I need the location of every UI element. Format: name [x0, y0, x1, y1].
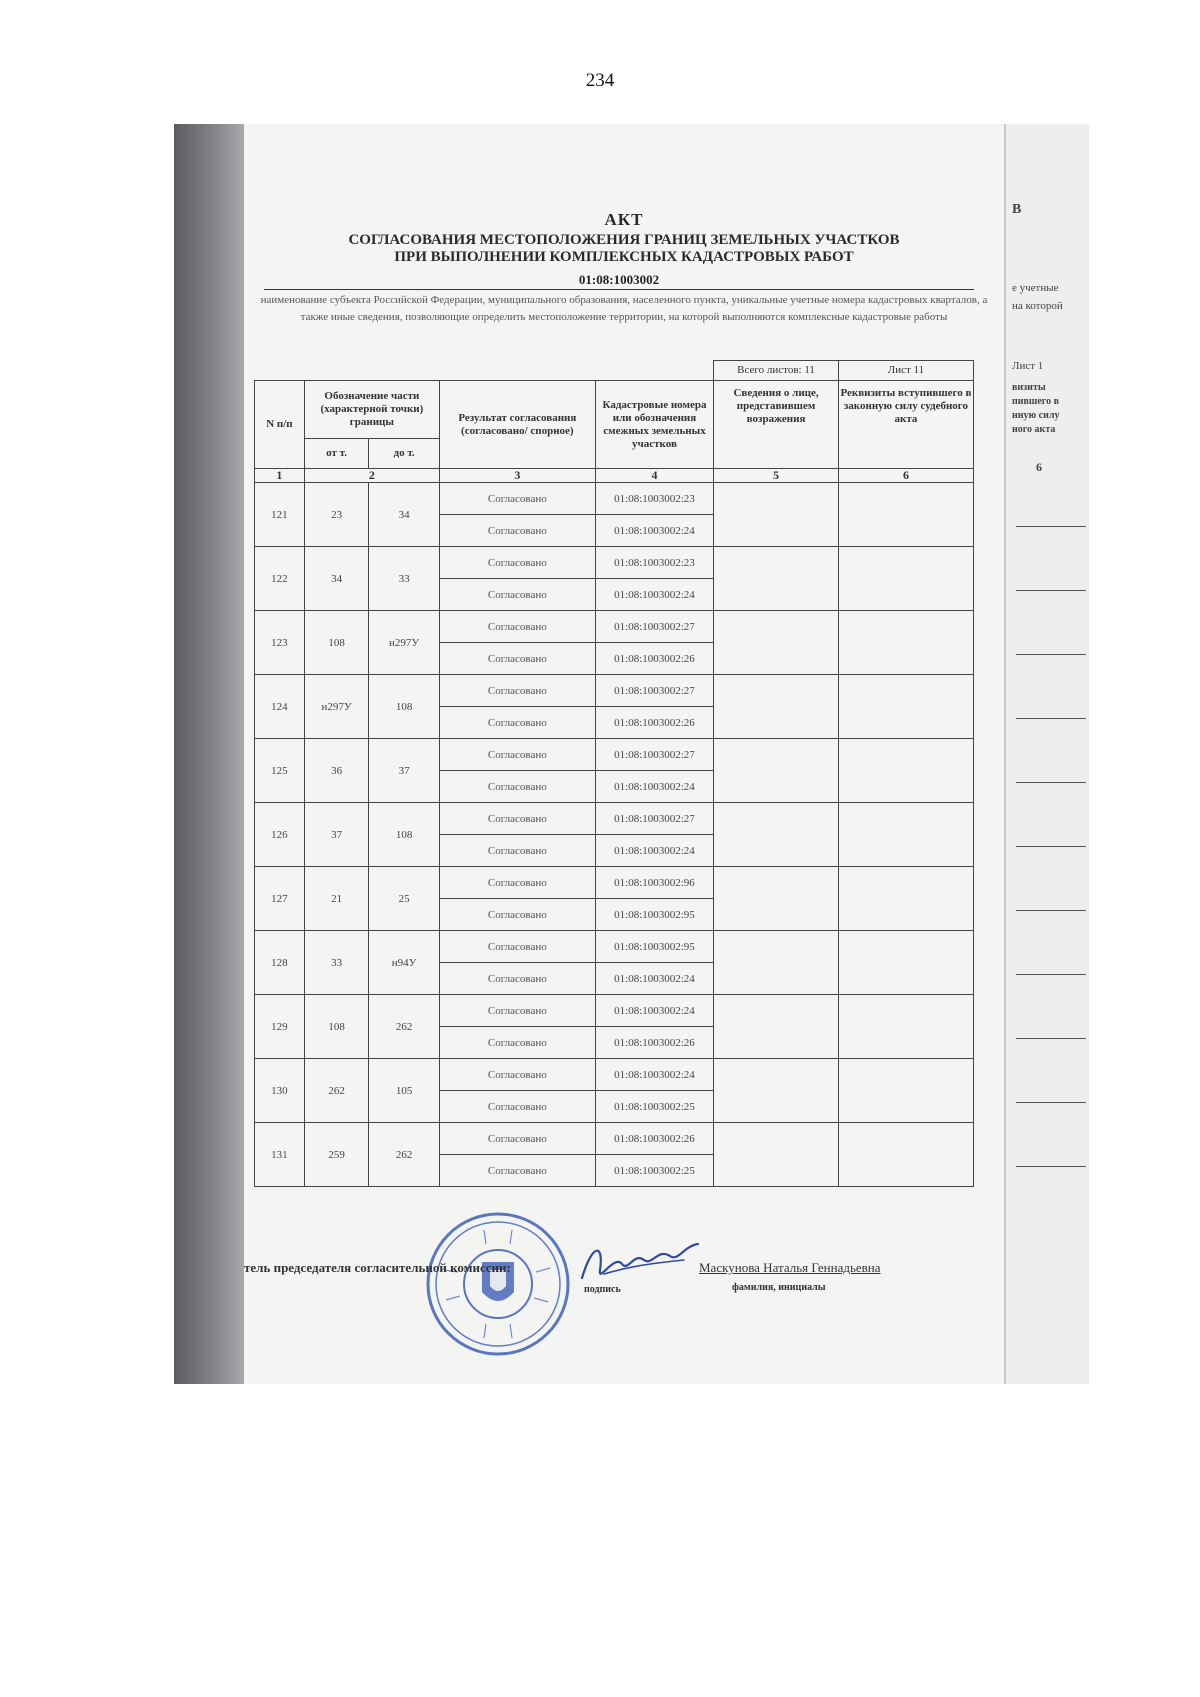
table-row: [255, 995, 974, 1027]
back-rule: [1016, 782, 1086, 783]
point-from: 259: [304, 1123, 368, 1187]
point-to: н94У: [369, 931, 440, 995]
col-number: 3: [439, 469, 595, 483]
sheet-number: Лист 11: [838, 361, 973, 381]
court-act: [838, 995, 973, 1059]
court-act: [838, 1059, 973, 1123]
cadastral-number: 01:08:1003002:95: [595, 899, 713, 931]
court-act: [838, 803, 973, 867]
agreement-result: Согласовано: [439, 995, 595, 1027]
back-col-number: 6: [1036, 460, 1042, 474]
row-number: 122: [255, 547, 305, 611]
header-from: от т.: [304, 439, 368, 469]
point-from: 36: [304, 739, 368, 803]
back-rule: [1016, 590, 1086, 591]
point-to: 25: [369, 867, 440, 931]
objector-info: [714, 931, 839, 995]
point-to: 262: [369, 995, 440, 1059]
table-row: [255, 739, 974, 771]
agreement-table: [254, 360, 974, 1187]
agreement-result: Согласовано: [439, 547, 595, 579]
table-row: [255, 867, 974, 899]
cadastral-number: 01:08:1003002:25: [595, 1155, 713, 1187]
cadastral-number: 01:08:1003002:27: [595, 739, 713, 771]
court-act: [838, 675, 973, 739]
page-number: 234: [585, 70, 615, 91]
document-sheet: [244, 124, 1004, 1384]
title-line-2: СОГЛАСОВАНИЯ МЕСТОПОЛОЖЕНИЯ ГРАНИЦ ЗЕМЕЛЬНЫХ УЧАСТКОВ: [348, 232, 900, 248]
point-from: н297У: [304, 675, 368, 739]
agreement-result: Согласовано: [439, 771, 595, 803]
back-title-fragment: В: [1012, 202, 1022, 217]
back-header-fragment: пившего в: [1012, 396, 1059, 407]
header-objector: Сведения о лице, представившем возражения: [714, 381, 839, 469]
row-number: 124: [255, 675, 305, 739]
point-to: 34: [369, 483, 440, 547]
objector-info: [714, 1059, 839, 1123]
court-act: [838, 1123, 973, 1187]
cadastral-number: 01:08:1003002:24: [595, 515, 713, 547]
court-act: [838, 931, 973, 995]
cadastral-number: 01:08:1003002:25: [595, 1091, 713, 1123]
cadastral-number: 01:08:1003002:27: [595, 675, 713, 707]
objector-info: [714, 547, 839, 611]
agreement-result: Согласовано: [439, 867, 595, 899]
court-act: [838, 739, 973, 803]
cadastral-number: 01:08:1003002:24: [595, 995, 713, 1027]
point-to: 33: [369, 547, 440, 611]
header-num: N п/п: [255, 381, 305, 469]
table-row: [255, 931, 974, 963]
point-from: 33: [304, 931, 368, 995]
table-row: [255, 611, 974, 643]
cadastral-number: 01:08:1003002:27: [595, 803, 713, 835]
objector-info: [714, 483, 839, 547]
cadastral-quarter: 01:08:1003002: [264, 272, 974, 290]
col-number: 4: [595, 469, 713, 483]
point-from: 21: [304, 867, 368, 931]
header-result: Результат согласования (согласовано/ спорное): [439, 381, 595, 469]
point-from: 262: [304, 1059, 368, 1123]
agreement-result: Согласовано: [439, 931, 595, 963]
table-row: [255, 1059, 974, 1091]
back-header-fragment: нную силу: [1012, 410, 1060, 421]
row-number: 130: [255, 1059, 305, 1123]
agreement-result: Согласовано: [439, 835, 595, 867]
objector-info: [714, 1123, 839, 1187]
agreement-result: Согласовано: [439, 1059, 595, 1091]
back-text-fragment: на которой: [1012, 300, 1063, 312]
cadastral-number: 01:08:1003002:24: [595, 1059, 713, 1091]
back-rule: [1016, 910, 1086, 911]
signer-name-caption: фамилия, инициалы: [732, 1282, 826, 1293]
agreement-result: Согласовано: [439, 1155, 595, 1187]
agreement-result: Согласовано: [439, 675, 595, 707]
agreement-result: Согласовано: [439, 1123, 595, 1155]
agreement-result: Согласовано: [439, 1091, 595, 1123]
official-seal-icon: [424, 1210, 572, 1358]
col-number: 2: [304, 469, 439, 483]
objector-info: [714, 611, 839, 675]
back-rule: [1016, 718, 1086, 719]
back-header-fragment: ного акта: [1012, 424, 1056, 435]
point-from: 34: [304, 547, 368, 611]
agreement-result: Согласовано: [439, 643, 595, 675]
row-number: 129: [255, 995, 305, 1059]
objector-info: [714, 867, 839, 931]
back-text-fragment: е учетные: [1012, 282, 1059, 294]
agreement-result: Согласовано: [439, 963, 595, 995]
back-rule: [1016, 654, 1086, 655]
agreement-result: Согласовано: [439, 899, 595, 931]
table-row: [255, 1123, 974, 1155]
cadastral-number: 01:08:1003002:26: [595, 1027, 713, 1059]
agreement-result: Согласовано: [439, 515, 595, 547]
total-sheets: Всего листов: 11: [714, 361, 839, 381]
court-act: [838, 547, 973, 611]
point-from: 108: [304, 995, 368, 1059]
point-to: 105: [369, 1059, 440, 1123]
cadastral-number: 01:08:1003002:95: [595, 931, 713, 963]
title-line-3: ПРИ ВЫПОЛНЕНИИ КОМПЛЕКСНЫХ КАДАСТРОВЫХ РАБОТ: [394, 249, 854, 265]
col-number: 6: [838, 469, 973, 483]
point-from: 108: [304, 611, 368, 675]
quarter-caption: наименование субъекта Российской Федерации, муниципального образования, населенного пункта, уникальные учетные номера кадастровых кварталов, а также иные сведения, позволяющие определить местоположение территории, на которой выполняются комплексные кадастровые работы: [260, 294, 988, 323]
commission-chair-label: тель председателя согласительной комиссии:: [244, 1260, 511, 1275]
point-to: 108: [369, 675, 440, 739]
objector-info: [714, 995, 839, 1059]
row-number: 125: [255, 739, 305, 803]
back-rule: [1016, 974, 1086, 975]
agreement-result: Согласовано: [439, 1027, 595, 1059]
cadastral-number: 01:08:1003002:23: [595, 547, 713, 579]
cadastral-number: 01:08:1003002:26: [595, 1123, 713, 1155]
cadastral-number: 01:08:1003002:24: [595, 835, 713, 867]
table-row: [255, 483, 974, 515]
cadastral-number: 01:08:1003002:24: [595, 963, 713, 995]
point-from: 37: [304, 803, 368, 867]
next-page-edge: [1004, 124, 1089, 1384]
agreement-result: Согласовано: [439, 611, 595, 643]
cadastral-number: 01:08:1003002:26: [595, 707, 713, 739]
court-act: [838, 611, 973, 675]
objector-info: [714, 803, 839, 867]
scan-shadow: [174, 124, 244, 1384]
col-number: 5: [714, 469, 839, 483]
col-number: 1: [255, 469, 305, 483]
row-number: 128: [255, 931, 305, 995]
table-row: [255, 803, 974, 835]
row-number: 123: [255, 611, 305, 675]
objector-info: [714, 739, 839, 803]
agreement-result: Согласовано: [439, 739, 595, 771]
cadastral-number: 01:08:1003002:27: [595, 611, 713, 643]
header-court: Реквизиты вступившего в законную силу судебного акта: [838, 381, 973, 469]
point-to: н297У: [369, 611, 440, 675]
point-to: 262: [369, 1123, 440, 1187]
title-line-1: АКТ: [604, 210, 644, 229]
cadastral-number: 01:08:1003002:24: [595, 771, 713, 803]
table-row: [255, 675, 974, 707]
act-title: [244, 210, 1004, 266]
cadastral-number: 01:08:1003002:23: [595, 483, 713, 515]
header-to: до т.: [369, 439, 440, 469]
back-rule: [1016, 1102, 1086, 1103]
header-part: Обозначение части (характерной точки) границы: [304, 381, 439, 439]
point-to: 37: [369, 739, 440, 803]
back-rule: [1016, 1038, 1086, 1039]
row-number: 131: [255, 1123, 305, 1187]
row-number: 121: [255, 483, 305, 547]
court-act: [838, 483, 973, 547]
cadastral-number: 01:08:1003002:96: [595, 867, 713, 899]
point-to: 108: [369, 803, 440, 867]
table-row: [255, 547, 974, 579]
back-header-fragment: визиты: [1012, 382, 1046, 393]
scanned-document: [174, 124, 1089, 1384]
agreement-result: Согласовано: [439, 707, 595, 739]
back-sheet-fragment: Лист 1: [1012, 360, 1044, 372]
cadastral-number: 01:08:1003002:24: [595, 579, 713, 611]
row-number: 127: [255, 867, 305, 931]
signature-caption: подпись: [584, 1284, 621, 1295]
point-from: 23: [304, 483, 368, 547]
back-rule: [1016, 1166, 1086, 1167]
header-cadastral: Кадастровые номера или обозначения смежных земельных участков: [595, 381, 713, 469]
agreement-result: Согласовано: [439, 803, 595, 835]
row-number: 126: [255, 803, 305, 867]
back-rule: [1016, 526, 1086, 527]
signer-name: Маскунова Наталья Геннадьевна: [699, 1260, 881, 1275]
court-act: [838, 867, 973, 931]
back-rule: [1016, 846, 1086, 847]
cadastral-number: 01:08:1003002:26: [595, 643, 713, 675]
agreement-result: Согласовано: [439, 483, 595, 515]
agreement-result: Согласовано: [439, 579, 595, 611]
objector-info: [714, 675, 839, 739]
signature-block: [244, 1224, 1004, 1344]
